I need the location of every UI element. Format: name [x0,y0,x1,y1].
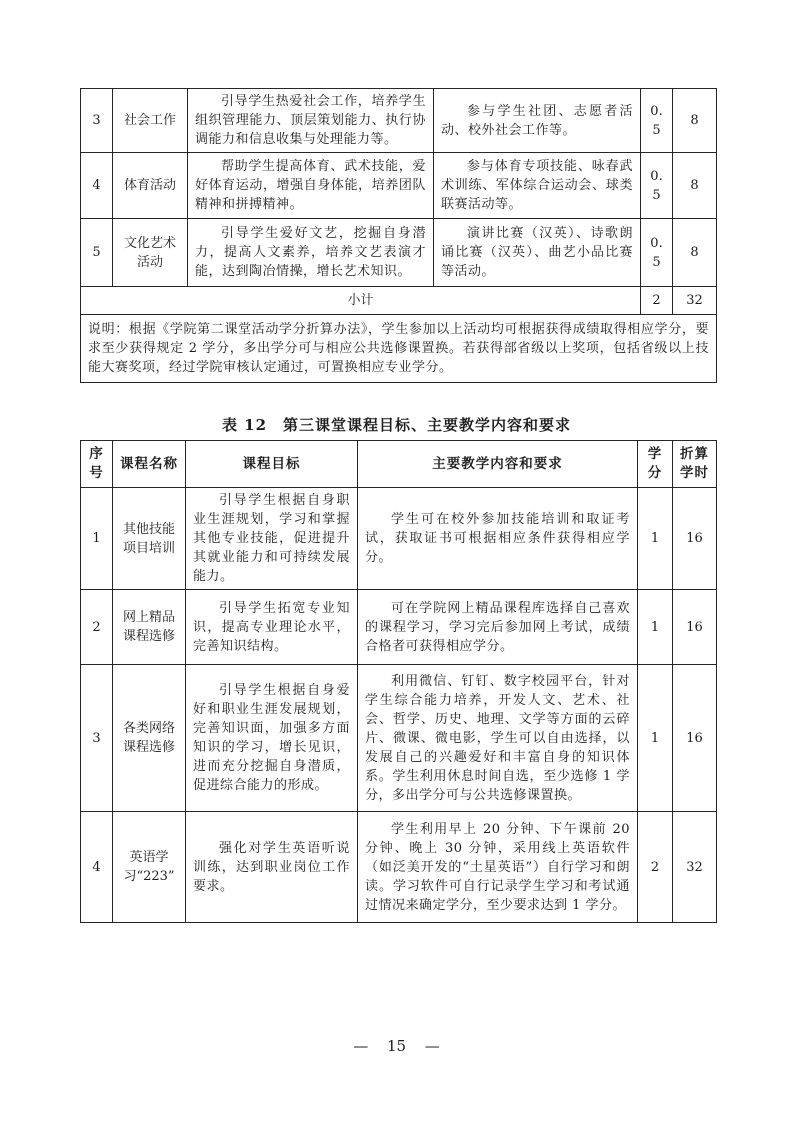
credits-cell: 1 [638,488,673,590]
activity-goal-cell: 引导学生爱好文艺，挖掘自身潜力，提高人文素养，培养文艺表演才能，达到陶冶情操，增长艺术知识。 [188,219,434,287]
row-number-cell: 4 [81,812,113,923]
activity-content-cell: 演讲比赛（汉英）、诗歌朗诵比赛（汉英）、曲艺小品比赛等活动。 [434,219,641,287]
hours-cell: 8 [673,219,717,287]
course-goal-cell: 引导学生拓宽专业知识，提高专业理论水平，完善知识结构。 [186,590,358,665]
course-name-cell: 其他技能项目培训 [113,488,186,590]
page-number: — 15 — [353,1037,440,1055]
header-goal-cell: 课程目标 [186,441,358,488]
activity-content-cell: 参与体育专项技能、咏春武术训练、军体综合运动会、球类联赛活动等。 [434,153,641,219]
third-classroom-table [80,440,717,923]
course-goal-cell: 强化对学生英语听说训练，达到职业岗位工作要求。 [186,812,358,923]
header-credits-cell: 学分 [638,441,673,488]
course-name-cell: 网上精品课程选修 [113,590,186,665]
course-goal-cell: 引导学生根据自身职业生涯规划，学习和掌握其他专业技能，促进提升其就业能力和可持续发展能力。 [186,488,358,590]
course-content-cell: 利用微信、钉钉、数字校园平台，针对学生综合能力培养，开发人文、艺术、社会、哲学、历史、地理、文学等方面的云碎片、微课、微电影，学生可以自由选择，以发展自己的兴趣爱好和丰富自身的知识体系。学生利用休息时间自选，至少选修 1 学分，多出学分可与公共选修课置换。 [358,665,638,812]
row-number-cell: 3 [81,665,113,812]
table-row [81,665,717,812]
hours-cell: 8 [673,89,717,153]
header-content-cell: 主要教学内容和要求 [358,441,638,488]
course-name-cell: 英语学习“223” [113,812,186,923]
table-row [81,812,717,923]
activity-content-cell: 参与学生社团、志愿者活动、校外社会工作等。 [434,89,641,153]
hours-cell: 16 [673,665,717,812]
activity-name-cell: 体育活动 [113,153,188,219]
activity-goal-cell: 引导学生热爱社会工作，培养学生组织管理能力、顶层策划能力、执行协调能力和信息收集与处理能力等。 [188,89,434,153]
course-content-cell: 学生可在校外参加技能培训和取证考试，获取证书可根据相应条件获得相应学分。 [358,488,638,590]
hours-cell: 32 [673,812,717,923]
activity-name-cell: 社会工作 [113,89,188,153]
course-goal-cell: 引导学生根据自身爱好和职业生涯发展规划，完善知识面，加强多方面知识的学习，增长见识，进而充分挖掘自身潜质，促进综合能力的形成。 [186,665,358,812]
table-row [81,153,717,219]
hours-cell: 16 [673,590,717,665]
credits-cell: 0.5 [641,89,673,153]
course-content-cell: 学生利用早上 20 分钟、下午课前 20 分钟、晚上 30 分钟，采用线上英语软件（如泛美开发的“土星英语”）自行学习和朗读。学习软件可自行记录学生学习和考试通过情况来确定学分，至少要求达到 1 学分。 [358,812,638,923]
course-name-cell: 各类网络课程选修 [113,665,186,812]
row-number-cell: 4 [81,153,113,219]
hours-cell: 8 [673,153,717,219]
subtotal-credits-cell: 2 [641,287,673,315]
hours-cell: 16 [673,488,717,590]
second-classroom-table [80,88,717,383]
table-row [81,590,717,665]
activity-goal-cell: 帮助学生提高体育、武术技能，爱好体育运动，增强自身体能，培养团队精神和拼搏精神。 [188,153,434,219]
row-number-cell: 3 [81,89,113,153]
subtotal-row [81,287,717,315]
table-row [81,89,717,153]
table-row [81,488,717,590]
credits-cell: 2 [638,812,673,923]
credits-cell: 0.5 [641,219,673,287]
subtotal-label-cell: 小计 [81,287,641,315]
subtotal-hours-cell: 32 [673,287,717,315]
header-no-cell: 序号 [81,441,113,488]
note-row [81,315,717,383]
header-name-cell: 课程名称 [113,441,186,488]
course-content-cell: 可在学院网上精品课程库选择自己喜欢的课程学习，学习完后参加网上考试，成绩合格者可获得相应学分。 [358,590,638,665]
row-number-cell: 1 [81,488,113,590]
row-number-cell: 2 [81,590,113,665]
table-caption: 表 12 第三课堂课程目标、主要教学内容和要求 [221,416,572,434]
note-cell: 说明：根据《学院第二课堂活动学分折算办法》，学生参加以上活动均可根据获得成绩取得相应学分，要求至少获得规定 2 学分，多出学分可与相应公共选修课置换。若获得部省级以上奖项，包括省级以上技能大赛奖项，经过学院审核认定通过，可置换相应专业学分。 [81,315,717,383]
table-row [81,219,717,287]
header-row [81,441,717,488]
row-number-cell: 5 [81,219,113,287]
header-hours-cell: 折算学时 [673,441,717,488]
credits-cell: 1 [638,665,673,812]
activity-name-cell: 文化艺术活动 [113,219,188,287]
credits-cell: 0.5 [641,153,673,219]
credits-cell: 1 [638,590,673,665]
